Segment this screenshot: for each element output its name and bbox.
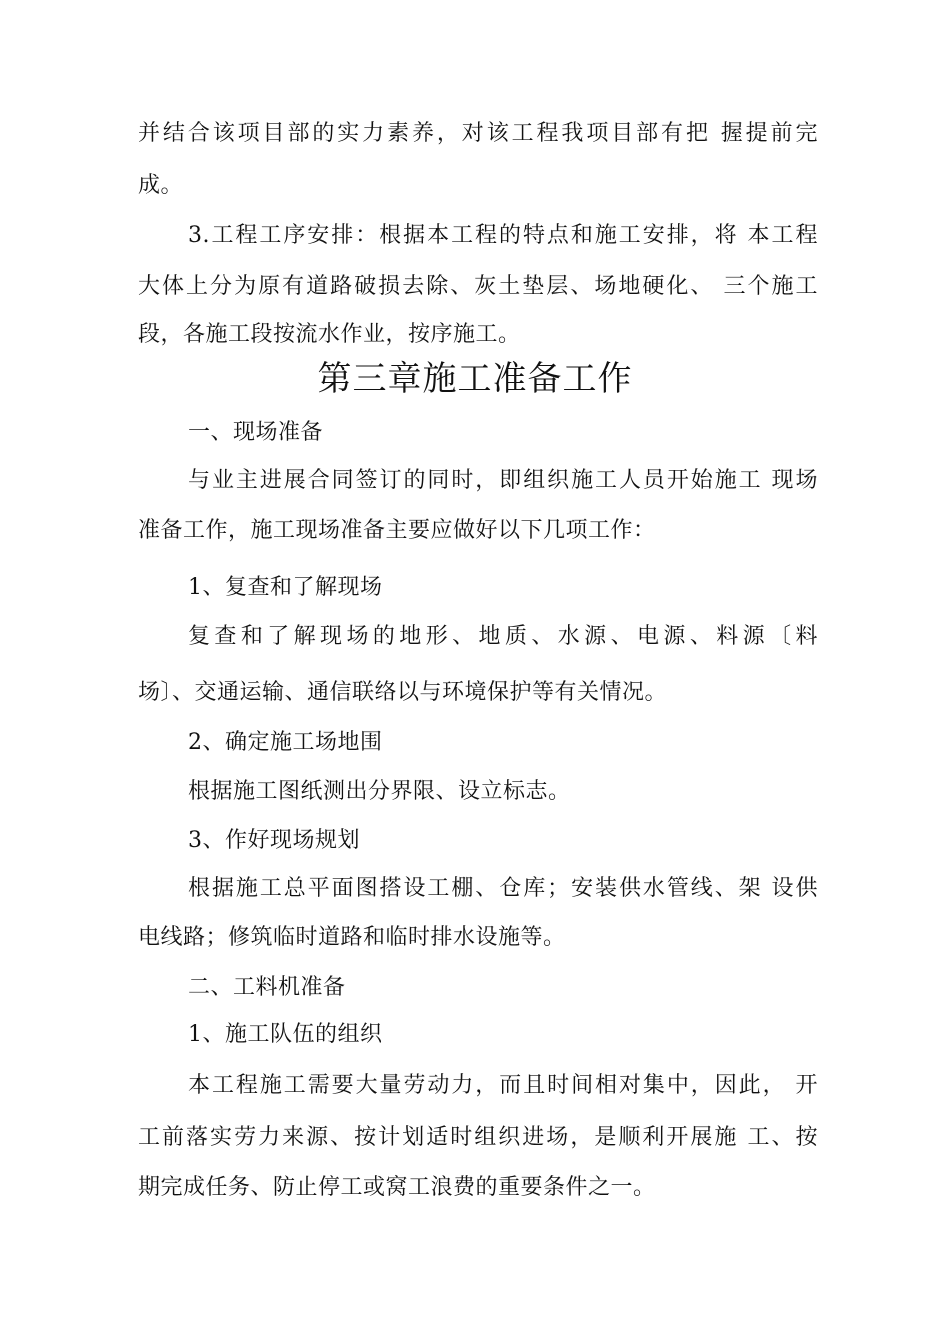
body-text-line: 准备工作，施工现场准备主要应做好以下几项工作： [138, 518, 656, 543]
chapter-title: 第三章施工准备工作 [317, 359, 633, 399]
section-heading: 一、现场准备 [188, 420, 324, 445]
body-text-line: 场〕、交通运输、通信联络以与环境保护等有关情况。 [138, 680, 668, 705]
body-text-line: 期完成任务、防止停工或窝工浪费的重要条件之一。 [138, 1175, 656, 1200]
item-heading: 1、施工队伍的组织 [188, 1022, 383, 1047]
body-text-line: 本工程施工需要大量劳动力，而且时间相对集中，因此， 开 [188, 1073, 818, 1098]
section-heading: 二、工料机准备 [188, 975, 346, 1000]
body-text-line: 成。 [138, 173, 184, 198]
body-text-line: 复查和了解现场的地形、地质、水源、电源、料源〔料 [188, 624, 818, 649]
body-text-line: 电线路；修筑临时道路和临时排水设施等。 [138, 925, 566, 950]
item-heading: 2、确定施工场地围 [188, 730, 383, 755]
body-text-line: 并结合该项目部的实力素养，对该工程我项目部有把 握提前完 [138, 121, 818, 146]
item-heading: 3、作好现场规划 [188, 828, 360, 853]
body-text-line: 大体上分为原有道路破损去除、灰土垫层、场地硬化、 三个施工 [138, 274, 818, 299]
body-text-line: 工前落实劳力来源、按计划适时组织进场，是顺利开展施 工、按 [138, 1125, 818, 1150]
body-text-line: 根据施工总平面图搭设工棚、仓库；安装供水管线、架 设供 [188, 876, 818, 901]
body-text-line: 3.工程工序安排：根据本工程的特点和施工安排，将 本工程 [188, 223, 818, 248]
body-text-line: 段，各施工段按流水作业，按序施工。 [138, 322, 521, 347]
body-text-line: 根据施工图纸测出分界限、设立标志。 [188, 779, 571, 804]
item-heading: 1、复查和了解现场 [188, 575, 383, 600]
body-text-line: 与业主进展合同签订的同时，即组织施工人员开始施工 现场 [188, 468, 818, 493]
